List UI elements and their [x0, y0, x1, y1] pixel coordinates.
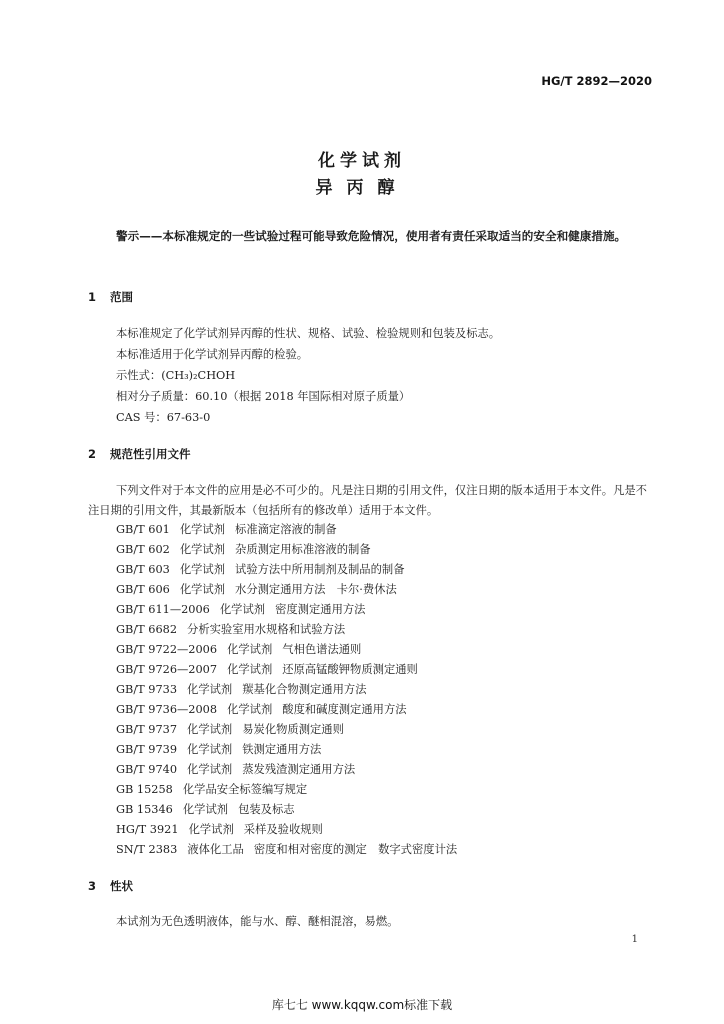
reference-item [116, 821, 323, 837]
reference-item [116, 781, 317, 797]
reference-item [116, 581, 397, 597]
ref-code: GB/T 611—2006 [116, 603, 210, 616]
reference-item [116, 521, 337, 537]
ref-desc: 密度和相对密度的测定 数字式密度计法 [253, 843, 458, 856]
page-number: 1 [631, 934, 638, 945]
ref-desc: 标准滴定溶液的制备 [235, 523, 337, 536]
ref-code: GB/T 602 [116, 543, 170, 556]
molecular-mass-line: 相对分子质量：60.10（根据 2018 年国际相对原子质量） [116, 390, 411, 403]
ref-desc: 密度测定通用方法 [275, 603, 366, 616]
ref-category: 化学试剂 [179, 523, 226, 536]
ref-desc: 铁测定通用方法 [242, 743, 322, 756]
ref-category: 化学试剂 [188, 823, 234, 836]
ref-code: GB 15346 [116, 803, 173, 816]
document-code: HG/T 2892—2020 [541, 74, 652, 88]
section-1-number: 1 [88, 290, 97, 304]
reference-item [116, 701, 407, 717]
cas-line: CAS 号：67-63-0 [116, 411, 211, 424]
warning-notice: 警示——本标准规定的一些试验过程可能导致危险情况，使用者有责任采取适当的安全和健康措施。 [116, 229, 627, 243]
ref-code: GB/T 601 [116, 523, 170, 536]
ref-category: 液体化工品 [187, 843, 244, 856]
section-2-heading [88, 446, 191, 462]
ref-code: GB/T 9737 [116, 723, 178, 736]
ref-category: 化学试剂 [182, 803, 229, 816]
ref-code: GB/T 6682 [116, 623, 178, 636]
ref-category: 化学试剂 [219, 603, 266, 616]
ref-desc: 采样及验收规则 [243, 823, 323, 836]
ref-desc: 杂质测定用标准溶液的制备 [235, 543, 371, 556]
ref-category: 化学试剂 [187, 763, 233, 776]
ref-code: GB/T 9736—2008 [116, 703, 218, 716]
ref-category: 化学试剂 [187, 723, 233, 736]
ref-code: GB/T 603 [116, 563, 170, 576]
footer-watermark: 库七七 www.kqqw.com标准下载 [271, 998, 453, 1012]
ref-code: GB 15258 [116, 783, 173, 796]
section-2-intro: 下列文件对于本文件的应用是必不可少的。凡是注日期的引用文件，仅注日期的版本适用于本文件。凡是不注日期的引用文件，其最新版本（包括所有的修改单）适用于本文件。 [88, 484, 647, 517]
reference-item [116, 741, 321, 757]
ref-category: 化学试剂 [227, 643, 273, 656]
reference-item [116, 681, 367, 697]
title-line-1: 化学试剂 [318, 151, 406, 171]
ref-desc: 包装及标志 [238, 803, 295, 816]
ref-category: 化学试剂 [227, 663, 273, 676]
ref-category: 化学试剂 [179, 543, 226, 556]
ref-desc: 易炭化物质测定通则 [242, 723, 344, 736]
reference-item [116, 841, 457, 857]
reference-item [116, 721, 344, 737]
ref-code: GB/T 9733 [116, 683, 178, 696]
reference-item [116, 621, 355, 637]
reference-item [116, 641, 361, 657]
title-line-2: 异丙醇 [315, 178, 409, 198]
ref-category: 化学试剂 [179, 563, 226, 576]
section-3-number: 3 [88, 879, 97, 893]
section-1-title: 范围 [110, 290, 133, 304]
ref-category: 化学试剂 [227, 703, 273, 716]
reference-item [116, 761, 355, 777]
ref-category: 化学试剂 [187, 743, 233, 756]
ref-code: GB/T 9722—2006 [116, 643, 218, 656]
reference-item [116, 601, 365, 617]
ref-desc: 蒸发残渣测定通用方法 [242, 763, 356, 776]
section-1-heading [88, 289, 133, 305]
ref-desc: 羰基化合物测定通用方法 [242, 683, 367, 696]
properties-text: 本试剂为无色透明液体，能与水、醇、醚相混溶，易燃。 [116, 915, 399, 928]
reference-item [116, 661, 418, 677]
ref-desc: 试验方法中所用制剂及制品的制备 [235, 563, 405, 576]
section-2-title: 规范性引用文件 [110, 447, 191, 461]
ref-code: GB/T 606 [116, 583, 170, 596]
ref-category: 化学试剂 [187, 683, 233, 696]
ref-code: GB/T 9740 [116, 763, 178, 776]
ref-code: GB/T 9726—2007 [116, 663, 218, 676]
reference-item [116, 801, 295, 817]
scope-line: 本标准规定了化学试剂异丙醇的性状、规格、试验、检验规则和包装及标志。 [116, 327, 501, 340]
ref-desc: 酸度和碱度测定通用方法 [282, 703, 407, 716]
ref-code: GB/T 9739 [116, 743, 178, 756]
ref-desc: 气相色谱法通则 [282, 643, 362, 656]
ref-code: SN/T 2383 [116, 843, 178, 856]
section-3-heading [88, 878, 133, 894]
reference-item [116, 541, 371, 557]
ref-category: 化学试剂 [179, 583, 226, 596]
section-3-title: 性状 [110, 879, 133, 893]
ref-desc: 还原高锰酸钾物质测定通则 [282, 663, 418, 676]
ref-category: 化学品安全标签编写规定 [182, 783, 308, 796]
ref-category: 分析实验室用水规格和试验方法 [187, 623, 346, 636]
section-2-number: 2 [88, 447, 97, 461]
ref-code: HG/T 3921 [116, 823, 179, 836]
ref-desc: 水分测定通用方法 卡尔·费休法 [235, 583, 397, 596]
scope-line: 本标准适用于化学试剂异丙醇的检验。 [116, 348, 309, 361]
formula-line: 示性式：(CH₃)₂CHOH [116, 369, 236, 382]
reference-item [116, 561, 405, 577]
